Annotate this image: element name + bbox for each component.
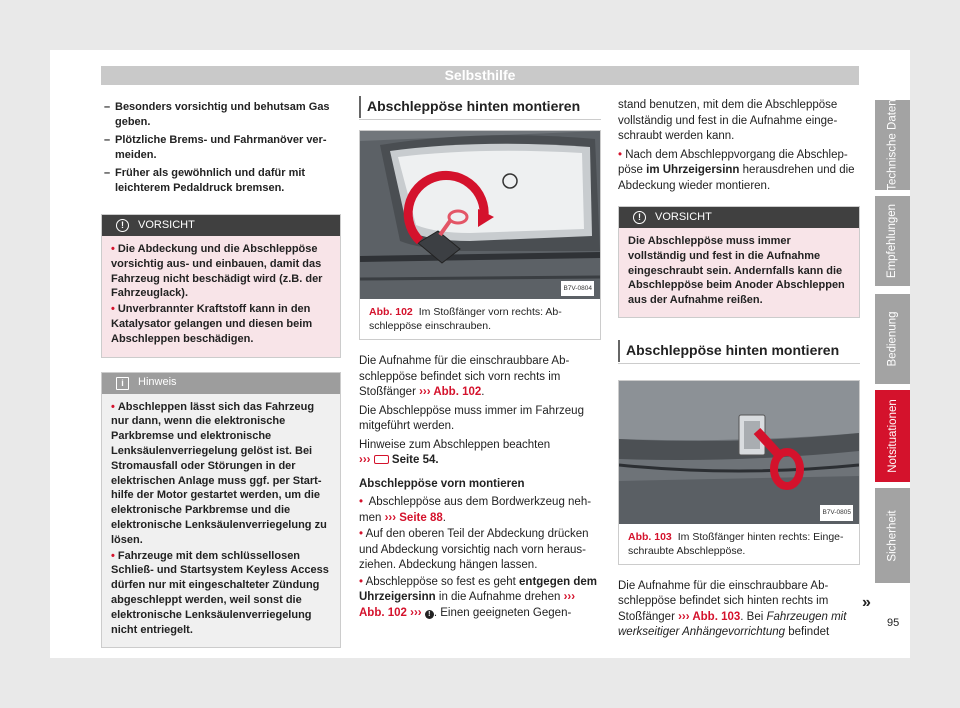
paragraph: stand benutzen, mit dem die Abschleppöse vollständig und fest in die Aufnahme eingeschraubt werden kann. <box>618 99 838 142</box>
list-item: • Fahrzeuge mit dem schlüssellosen Schließ- und Startsystem Keyless Access dürfen nur mit eingeschalteter Zündung abgeschleppt werden, weil sonst die elektronische Lenksäulenverriegelung nicht entriegelt. <box>111 549 329 636</box>
list-item: – Besonders vorsichtig und behutsam Gas geben. <box>104 101 330 128</box>
caution-title: VORSICHT <box>655 210 712 223</box>
figure-link[interactable]: ››› Abb. 102 ››› <box>359 591 576 619</box>
note-title: Hinweis <box>138 376 177 389</box>
figure-caption: Abb. 103 Im Stoßfänger hinten rechts: Eingeschraubte Abschleppöse. <box>628 530 844 557</box>
caution-title: VORSICHT <box>138 218 195 231</box>
caution-box <box>101 214 341 358</box>
list-item: • Auf den oberen Teil der Abdeckung drücken und Abdeckung vorsichtig nach vorn herausziehen. Abdeckung hängen lassen. <box>359 528 589 571</box>
section-title: Abschleppöse hinten montieren <box>618 342 860 364</box>
list-item: • Die Abdeckung und die Abschleppöse vorsichtig aus- und einbauen, damit das Fahrzeug nicht beschädigt wird (z.B. der Fahrzeuglack). <box>111 243 323 300</box>
section-title: Abschleppöse hinten montieren <box>359 98 601 120</box>
column-3 <box>618 98 860 641</box>
tab-empfehlungen[interactable]: Empfehlungen <box>875 196 910 286</box>
tab-technische-daten[interactable]: Technische Daten <box>875 100 910 190</box>
page-number: 95 <box>887 617 900 629</box>
page-header: Selbsthilfe <box>101 66 859 85</box>
front-bumper-illustration <box>360 131 600 299</box>
paragraph: Die Abschleppöse muss immer im Fahrzeug mitgeführt werden. <box>359 404 584 432</box>
tab-sicherheit[interactable]: Sicherheit <box>875 488 910 583</box>
list-item: • Abschleppen lässt sich das Fahrzeug nur dann, wenn die elektronische Parkbremse und elektronische Lenksäulenverriegelung gelöst ist. Bei Stromausfall oder Störungen in der elektrischen Anlage muss ggf. per Starthilfe der Motor gestartet werden, um die elektronische Parkbremse und die elektronische Lenksäulenverriegelung zu lösen. <box>111 400 327 546</box>
figure-103 <box>618 380 860 565</box>
list-item: – Plötzliche Brems- und Fahrmanöver vermeiden. <box>104 134 327 161</box>
rear-bumper-illustration <box>619 381 859 524</box>
list-item: • Abschleppöse so fest es geht entgegen dem Uhrzeigersinn in die Aufnahme drehen ››› Abb. 102 ››› ! . Einen geeigneten Gegen- <box>359 575 597 619</box>
tab-bedienung[interactable]: Bedienung <box>875 294 910 384</box>
book-icon <box>374 455 389 464</box>
caution-box <box>618 206 860 318</box>
column-1 <box>101 100 341 648</box>
subheading: Abschleppöse vorn montieren <box>359 477 525 490</box>
figure-code: B7V-0804 <box>561 281 594 297</box>
figure-link[interactable]: ››› Abb. 102 <box>419 386 482 398</box>
continue-arrow: » <box>862 594 871 611</box>
figure-code: B7V-0805 <box>820 505 853 521</box>
page-link[interactable]: ››› <box>359 454 371 466</box>
list-item: • Unverbrannter Kraftstoff kann in den Katalysator gelangen und diesen beim Abschleppen beschädigen. <box>111 303 313 345</box>
list-item: – Früher als gewöhnlich und dafür mit leichterem Pedaldruck bremsen. <box>104 167 306 194</box>
figure-image <box>619 381 859 524</box>
figure-image <box>360 131 600 299</box>
page-link[interactable]: ››› Seite 88 <box>384 511 443 524</box>
list-item: • Nach dem Abschleppvorgang die Abschleppöse im Uhrzeigersinn herausdrehen und die Abdeckung wieder montieren. <box>618 148 855 192</box>
paragraph: Die Aufnahme für die einschraubbare Abschleppöse befindet sich vorn rechts im Stoßfänger ››› Abb. 102. <box>359 355 570 398</box>
warning-icon: ! <box>425 610 434 619</box>
warning-icon: ! <box>633 211 646 224</box>
column-2 <box>359 98 601 622</box>
paragraph: Die Aufnahme für die einschraubbare Abschleppöse befindet sich hinten rechts im Stoßfänger ››› Abb. 103. Bei Fahrzeugen mit werkseitiger Anhängevorrichtung befindet <box>618 579 847 639</box>
figure-link[interactable]: ››› Abb. 103 <box>678 610 741 623</box>
note-box <box>101 372 341 649</box>
tab-notsituationen[interactable]: Notsituationen <box>875 390 910 482</box>
paragraph: Hinweise zum Abschleppen beachten ››› Seite 54. <box>359 438 551 466</box>
list-item: • Abschleppöse aus dem Bordwerkzeug nehmen ››› Seite 88. <box>359 496 592 524</box>
figure-102 <box>359 130 601 340</box>
info-icon: i <box>116 377 129 390</box>
caution-text: Die Abschleppöse muss immer vollständig und fest in die Aufnahme eingeschraubt sein. Andernfalls kann die Abschleppöse beim Anoder Abschleppen aus der Aufnahme reißen. <box>619 228 859 317</box>
warning-icon: ! <box>116 219 129 232</box>
figure-caption: Abb. 102 Im Stoßfänger vorn rechts: Abschleppöse einschrauben. <box>369 306 562 332</box>
